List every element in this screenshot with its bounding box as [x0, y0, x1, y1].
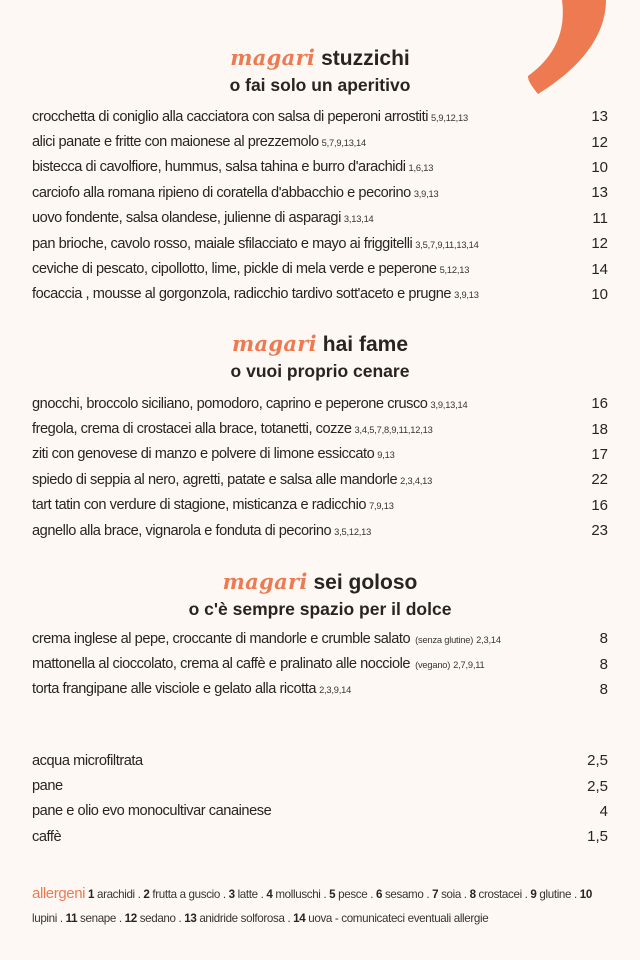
allergen-name: lupini — [32, 912, 57, 925]
dish-name: alici panate e fritte con maionese al prezzemolo — [32, 134, 319, 151]
allergen-codes: 5,9,12,13 — [431, 112, 468, 123]
allergen-number: 9 — [530, 888, 537, 901]
dish-description — [32, 681, 351, 697]
allergens-items — [32, 888, 592, 925]
allergen-name: uova — [308, 912, 332, 925]
allergen-separator: . — [115, 912, 125, 925]
section-subtitle: o c'è sempre spazio per il dolce — [188, 599, 452, 619]
allergen-name: latte — [237, 888, 258, 901]
dish-price: 12 — [591, 133, 608, 151]
allergen-name: soia — [441, 888, 461, 901]
dish-description — [32, 523, 371, 539]
dish-name: agnello alla brace, vignarola e fonduta di pecorino — [32, 522, 332, 539]
dish-description — [32, 286, 479, 302]
allergen-separator: . — [175, 912, 185, 925]
allergen-name: sesamo — [384, 888, 424, 901]
dish-description — [32, 109, 468, 125]
allergen-codes: 3,13,14 — [343, 214, 374, 225]
allergen-number: 7 — [432, 888, 439, 901]
allergen-name: frutta a guscio — [152, 888, 220, 901]
menu-list-hai-fame — [32, 391, 608, 543]
allergen-separator: . — [219, 888, 229, 901]
dish-price: 23 — [591, 522, 608, 540]
dish-price: 14 — [591, 260, 608, 278]
brand-magari: magari — [230, 45, 316, 70]
dish-name: crema inglese al pepe, croccante di mandorle e crumble salato — [32, 630, 411, 647]
menu-item — [32, 518, 608, 543]
allergen-number: 4 — [266, 888, 273, 901]
dish-description — [32, 185, 438, 201]
allergen-name: glutine — [539, 888, 572, 901]
dish-description — [32, 134, 366, 150]
section-title-stuzzichi — [0, 46, 640, 97]
menu-item — [32, 391, 608, 416]
dish-name: tart tatin con verdure di stagione, misticanza e radicchio — [32, 497, 367, 514]
allergen-codes: 3,5,12,13 — [334, 526, 372, 537]
allergen-name: sedano — [139, 912, 176, 925]
menu-item — [32, 416, 608, 441]
extras-row — [32, 748, 608, 773]
menu-item — [32, 467, 608, 492]
dish-price: 12 — [591, 235, 608, 253]
allergens-legend — [32, 882, 612, 931]
allergen-number: 12 — [124, 912, 137, 925]
allergen-separator: . — [320, 888, 330, 901]
allergen-name: molluschi — [275, 888, 321, 901]
allergen-number: 8 — [469, 888, 476, 901]
extras-name: caffè — [32, 828, 62, 845]
allergen-codes: 7,9,13 — [369, 501, 394, 512]
section-title-sei-goloso — [0, 570, 640, 621]
dish-note: (senza glutine) — [415, 634, 474, 645]
dish-name: torta frangipane alle visciole e gelato alla ricotta — [32, 681, 317, 698]
extras-name: pane e olio evo monocultivar canainese — [32, 803, 272, 820]
allergen-number: 11 — [65, 912, 78, 925]
menu-item — [32, 626, 608, 651]
extras-row — [32, 799, 608, 824]
dish-name: bistecca di cavolfiore, hummus, salsa tahina e burro d'arachidi — [32, 159, 406, 176]
dish-description — [32, 210, 374, 226]
dish-name: fregola, crema di crostacei alla brace, totanetti, cozze — [32, 421, 352, 438]
allergen-name: senape — [80, 912, 116, 925]
menu-item — [32, 493, 608, 518]
dish-description — [32, 421, 433, 437]
allergen-codes: 3,9,13,14 — [430, 399, 468, 410]
menu-item — [32, 104, 608, 129]
dish-price: 8 — [599, 680, 608, 698]
allergen-number: 1 — [87, 888, 95, 901]
dish-name: focaccia , mousse al gorgonzola, radicchio tardivo sott'aceto e prugne — [32, 286, 452, 303]
allergen-separator: . — [460, 888, 470, 901]
allergen-separator: . — [571, 888, 580, 901]
dish-note: (vegano) — [415, 660, 451, 671]
section-title-hai-fame — [0, 332, 640, 383]
section-heading: sei goloso — [313, 571, 418, 594]
extras-list — [32, 748, 608, 850]
dish-price: 8 — [599, 655, 608, 673]
allergen-number: 3 — [228, 888, 235, 901]
menu-item — [32, 129, 608, 154]
dish-description — [32, 236, 479, 252]
menu-item — [32, 206, 608, 231]
dish-name: crocchetta di coniglio alla cacciatora con salsa di peperoni arrostiti — [32, 108, 428, 125]
allergen-name: arachidi — [96, 888, 135, 901]
allergen-codes: 3,4,5,7,8,9,11,12,13 — [354, 425, 433, 436]
allergen-number: 6 — [375, 888, 383, 901]
allergen-number: 5 — [329, 888, 336, 901]
allergen-codes: 9,13 — [377, 450, 395, 461]
menu-item — [32, 180, 608, 205]
menu-item — [32, 677, 608, 702]
menu-item — [32, 231, 608, 256]
dish-name: mattonella al cioccolato, crema al caffè e pralinato alle nocciole — [32, 656, 411, 673]
menu-item — [32, 155, 608, 180]
allergen-separator: . — [284, 912, 294, 925]
allergen-name: anidride solforosa — [199, 912, 285, 925]
allergen-number: 13 — [184, 912, 197, 925]
allergen-name: crostacei — [478, 888, 522, 901]
allergen-codes: 1,6,13 — [408, 163, 434, 174]
dish-price: 13 — [591, 108, 608, 126]
allergen-separator: . — [134, 888, 144, 901]
dish-name: ziti con genovese di manzo e polvere di limone essiccato — [32, 446, 375, 463]
dish-name: uovo fondente, salsa olandese, julienne di asparagi — [32, 210, 341, 227]
allergen-codes: 3,9,13 — [413, 188, 439, 199]
dish-price: 11 — [592, 209, 608, 227]
dish-name: ceviche di pescato, cipollotto, lime, pickle di mela verde e peperone — [32, 261, 437, 278]
allergen-number: 10 — [579, 888, 592, 901]
extras-price: 4 — [599, 802, 608, 820]
dish-price: 16 — [591, 395, 608, 413]
allergen-number: 14 — [293, 912, 306, 925]
allergen-name: pesce — [338, 888, 368, 901]
section-subtitle: o fai solo un aperitivo — [229, 75, 411, 95]
dish-description — [32, 472, 432, 488]
allergen-number: 2 — [143, 888, 150, 901]
menu-item — [32, 282, 608, 307]
menu-list-stuzzichi — [32, 104, 608, 307]
extras-row — [32, 773, 608, 798]
extras-name: acqua microfiltrata — [32, 752, 143, 769]
dish-price: 10 — [591, 158, 608, 176]
allergens-label: allergeni — [32, 885, 86, 902]
menu-item — [32, 256, 608, 281]
dish-price: 13 — [591, 184, 608, 202]
allergen-codes: 2,3,14 — [476, 634, 501, 645]
dish-price: 22 — [591, 471, 608, 489]
section-subtitle: o vuoi proprio cenare — [230, 361, 410, 381]
dish-price: 18 — [591, 420, 608, 438]
dish-description — [32, 446, 395, 462]
allergen-codes: 5,7,9,13,14 — [321, 138, 366, 149]
menu-item — [32, 442, 608, 467]
allergens-note: comunicateci eventuali allergie — [341, 912, 489, 925]
brand-magari: magari — [231, 331, 317, 356]
dish-description — [32, 497, 394, 513]
allergen-separator: . — [257, 888, 267, 901]
dish-price: 16 — [591, 496, 608, 514]
allergen-separator: . — [367, 888, 376, 901]
dish-price: 8 — [599, 630, 608, 648]
dish-name: carciofo alla romana ripieno di coratella d'abbacchio e pecorino — [32, 184, 411, 201]
dish-name: gnocchi, broccolo siciliano, pomodoro, caprino e peperone crusco — [32, 395, 428, 412]
brand-magari: magari — [222, 569, 308, 594]
allergen-codes: 3,9,13 — [454, 290, 479, 301]
dish-description — [32, 656, 484, 672]
allergens-separator: - — [334, 912, 342, 925]
allergen-codes: 2,3,9,14 — [319, 685, 352, 696]
dish-description — [32, 159, 433, 175]
allergen-codes: 2,7,9,11 — [453, 660, 485, 671]
extras-name: pane — [32, 778, 63, 795]
section-heading: hai fame — [322, 333, 408, 356]
extras-price: 2,5 — [587, 777, 608, 795]
allergen-codes: 3,5,7,9,11,13,14 — [415, 239, 479, 250]
dish-description — [32, 396, 467, 412]
menu-item — [32, 651, 608, 676]
allergen-separator: . — [423, 888, 433, 901]
section-heading: stuzzichi — [321, 47, 410, 70]
extras-price: 1,5 — [587, 828, 608, 846]
allergen-separator: . — [56, 912, 66, 925]
dish-price: 17 — [591, 445, 608, 463]
dish-price: 10 — [591, 285, 608, 303]
allergen-separator: . — [521, 888, 531, 901]
dish-description — [32, 261, 469, 277]
dish-description — [32, 631, 501, 647]
allergen-codes: 2,3,4,13 — [400, 475, 433, 486]
extras-price: 2,5 — [587, 752, 608, 770]
menu-list-sei-goloso — [32, 626, 608, 702]
dish-name: spiedo di seppia al nero, agretti, patate e salsa alle mandorle — [32, 471, 398, 488]
extras-row — [32, 824, 608, 849]
allergen-codes: 5,12,13 — [439, 265, 470, 276]
dish-name: pan brioche, cavolo rosso, maiale sfilacciato e mayo ai friggitelli — [32, 235, 413, 252]
